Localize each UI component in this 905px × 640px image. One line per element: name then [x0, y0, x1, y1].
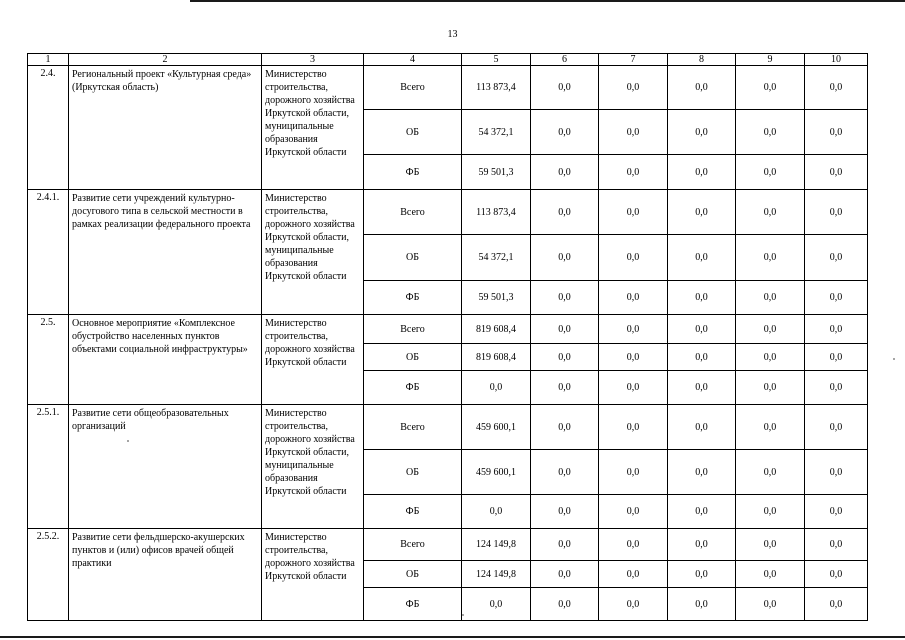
- item-number: 2.5.: [28, 315, 69, 405]
- year-value: 0,0: [736, 588, 805, 621]
- total-amount: 819 608,4: [462, 315, 531, 344]
- responsible-party: Министерство строительства, дорожного хозяйства Иркутской области: [262, 529, 364, 621]
- year-value: 0,0: [599, 561, 668, 588]
- year-value: 0,0: [668, 495, 736, 529]
- year-value: 0,0: [736, 495, 805, 529]
- total-amount: 59 501,3: [462, 155, 531, 190]
- item-name: Основное мероприятие «Комплексное обустройство населенных пунктов объектами социальной инфраструктуры»: [69, 315, 262, 405]
- total-amount: 54 372,1: [462, 110, 531, 155]
- year-value: 0,0: [805, 495, 868, 529]
- year-value: 0,0: [599, 344, 668, 371]
- year-value: 0,0: [736, 235, 805, 281]
- total-amount: 0,0: [462, 588, 531, 621]
- scan-edge-top: [190, 0, 905, 2]
- year-value: 0,0: [668, 371, 736, 405]
- item-name: Развитие сети учреждений культурно-досугового типа в сельской местности в рамках реализации федерального проекта: [69, 190, 262, 315]
- item-number: 2.4.1.: [28, 190, 69, 315]
- total-amount: 113 873,4: [462, 66, 531, 110]
- funding-source: Всего: [364, 405, 462, 450]
- year-value: 0,0: [599, 155, 668, 190]
- scan-speck: [462, 614, 464, 616]
- column-header: 9: [736, 54, 805, 66]
- funding-source: ФБ: [364, 371, 462, 405]
- total-amount: 54 372,1: [462, 235, 531, 281]
- column-header: 2: [69, 54, 262, 66]
- funding-source: ФБ: [364, 155, 462, 190]
- total-amount: 113 873,4: [462, 190, 531, 235]
- year-value: 0,0: [668, 588, 736, 621]
- year-value: 0,0: [805, 315, 868, 344]
- item-name: Региональный проект «Культурная среда» (Иркутская область): [69, 66, 262, 190]
- funding-source: ОБ: [364, 450, 462, 495]
- year-value: 0,0: [805, 190, 868, 235]
- year-value: 0,0: [736, 561, 805, 588]
- table-row: [28, 405, 868, 450]
- year-value: 0,0: [599, 281, 668, 315]
- year-value: 0,0: [599, 110, 668, 155]
- column-header: 6: [531, 54, 599, 66]
- column-number-row: [28, 54, 868, 66]
- year-value: 0,0: [736, 155, 805, 190]
- scan-speck: [893, 358, 895, 360]
- item-name: Развитие сети фельдшерско-акушерских пунктов и (или) офисов врачей общей практики: [69, 529, 262, 621]
- year-value: 0,0: [668, 281, 736, 315]
- year-value: 0,0: [531, 190, 599, 235]
- year-value: 0,0: [668, 66, 736, 110]
- year-value: 0,0: [736, 344, 805, 371]
- year-value: 0,0: [805, 66, 868, 110]
- table-row: [28, 529, 868, 561]
- responsible-party: Министерство строительства, дорожного хозяйства Иркутской области: [262, 315, 364, 405]
- total-amount: 819 608,4: [462, 344, 531, 371]
- year-value: 0,0: [599, 66, 668, 110]
- year-value: 0,0: [805, 588, 868, 621]
- year-value: 0,0: [736, 450, 805, 495]
- funding-source: ОБ: [364, 110, 462, 155]
- year-value: 0,0: [531, 561, 599, 588]
- year-value: 0,0: [531, 371, 599, 405]
- year-value: 0,0: [599, 235, 668, 281]
- funding-source: ФБ: [364, 588, 462, 621]
- year-value: 0,0: [805, 371, 868, 405]
- year-value: 0,0: [805, 561, 868, 588]
- year-value: 0,0: [531, 110, 599, 155]
- total-amount: 459 600,1: [462, 405, 531, 450]
- year-value: 0,0: [668, 110, 736, 155]
- funding-source: ОБ: [364, 561, 462, 588]
- year-value: 0,0: [736, 371, 805, 405]
- year-value: 0,0: [805, 529, 868, 561]
- item-number: 2.4.: [28, 66, 69, 190]
- year-value: 0,0: [668, 155, 736, 190]
- table-row: [28, 315, 868, 344]
- year-value: 0,0: [805, 235, 868, 281]
- total-amount: 124 149,8: [462, 529, 531, 561]
- page-number: 13: [447, 29, 458, 40]
- year-value: 0,0: [736, 281, 805, 315]
- year-value: 0,0: [805, 155, 868, 190]
- year-value: 0,0: [531, 529, 599, 561]
- year-value: 0,0: [599, 190, 668, 235]
- year-value: 0,0: [531, 588, 599, 621]
- total-amount: 59 501,3: [462, 281, 531, 315]
- funding-source: ФБ: [364, 495, 462, 529]
- year-value: 0,0: [736, 110, 805, 155]
- year-value: 0,0: [599, 495, 668, 529]
- year-value: 0,0: [599, 371, 668, 405]
- budget-table: [27, 53, 868, 621]
- year-value: 0,0: [668, 190, 736, 235]
- year-value: 0,0: [805, 344, 868, 371]
- year-value: 0,0: [736, 190, 805, 235]
- year-value: 0,0: [531, 344, 599, 371]
- column-header: 1: [28, 54, 69, 66]
- scan-edge-bottom: [0, 636, 905, 638]
- responsible-party: Министерство строительства, дорожного хозяйства Иркутской области, муниципальные образования Иркутской области: [262, 190, 364, 315]
- year-value: 0,0: [599, 315, 668, 344]
- total-amount: 0,0: [462, 371, 531, 405]
- year-value: 0,0: [599, 529, 668, 561]
- year-value: 0,0: [668, 344, 736, 371]
- year-value: 0,0: [599, 405, 668, 450]
- year-value: 0,0: [668, 405, 736, 450]
- funding-source: ОБ: [364, 235, 462, 281]
- total-amount: 459 600,1: [462, 450, 531, 495]
- year-value: 0,0: [531, 235, 599, 281]
- year-value: 0,0: [668, 235, 736, 281]
- table-row: [28, 190, 868, 235]
- total-amount: 0,0: [462, 495, 531, 529]
- column-header: 5: [462, 54, 531, 66]
- funding-source: Всего: [364, 66, 462, 110]
- table-row: [28, 66, 868, 110]
- year-value: 0,0: [531, 66, 599, 110]
- year-value: 0,0: [668, 529, 736, 561]
- funding-source: ОБ: [364, 344, 462, 371]
- year-value: 0,0: [531, 315, 599, 344]
- funding-source: ФБ: [364, 281, 462, 315]
- column-header: 8: [668, 54, 736, 66]
- year-value: 0,0: [531, 495, 599, 529]
- year-value: 0,0: [805, 405, 868, 450]
- funding-source: Всего: [364, 315, 462, 344]
- column-header: 7: [599, 54, 668, 66]
- year-value: 0,0: [668, 315, 736, 344]
- total-amount: 124 149,8: [462, 561, 531, 588]
- year-value: 0,0: [531, 155, 599, 190]
- item-number: 2.5.2.: [28, 529, 69, 621]
- year-value: 0,0: [736, 405, 805, 450]
- year-value: 0,0: [736, 529, 805, 561]
- year-value: 0,0: [599, 450, 668, 495]
- year-value: 0,0: [736, 315, 805, 344]
- responsible-party: Министерство строительства, дорожного хозяйства Иркутской области, муниципальные образования Иркутской области: [262, 405, 364, 529]
- responsible-party: Министерство строительства, дорожного хозяйства Иркутской области, муниципальные образования Иркутской области: [262, 66, 364, 190]
- year-value: 0,0: [736, 66, 805, 110]
- item-name: Развитие сети общеобразовательных организаций: [69, 405, 262, 529]
- year-value: 0,0: [805, 450, 868, 495]
- item-number: 2.5.1.: [28, 405, 69, 529]
- year-value: 0,0: [668, 450, 736, 495]
- column-header: 3: [262, 54, 364, 66]
- year-value: 0,0: [531, 450, 599, 495]
- column-header: 10: [805, 54, 868, 66]
- year-value: 0,0: [599, 588, 668, 621]
- funding-source: Всего: [364, 190, 462, 235]
- year-value: 0,0: [531, 405, 599, 450]
- column-header: 4: [364, 54, 462, 66]
- year-value: 0,0: [805, 110, 868, 155]
- year-value: 0,0: [668, 561, 736, 588]
- year-value: 0,0: [805, 281, 868, 315]
- year-value: 0,0: [531, 281, 599, 315]
- scan-speck: [127, 440, 129, 442]
- funding-source: Всего: [364, 529, 462, 561]
